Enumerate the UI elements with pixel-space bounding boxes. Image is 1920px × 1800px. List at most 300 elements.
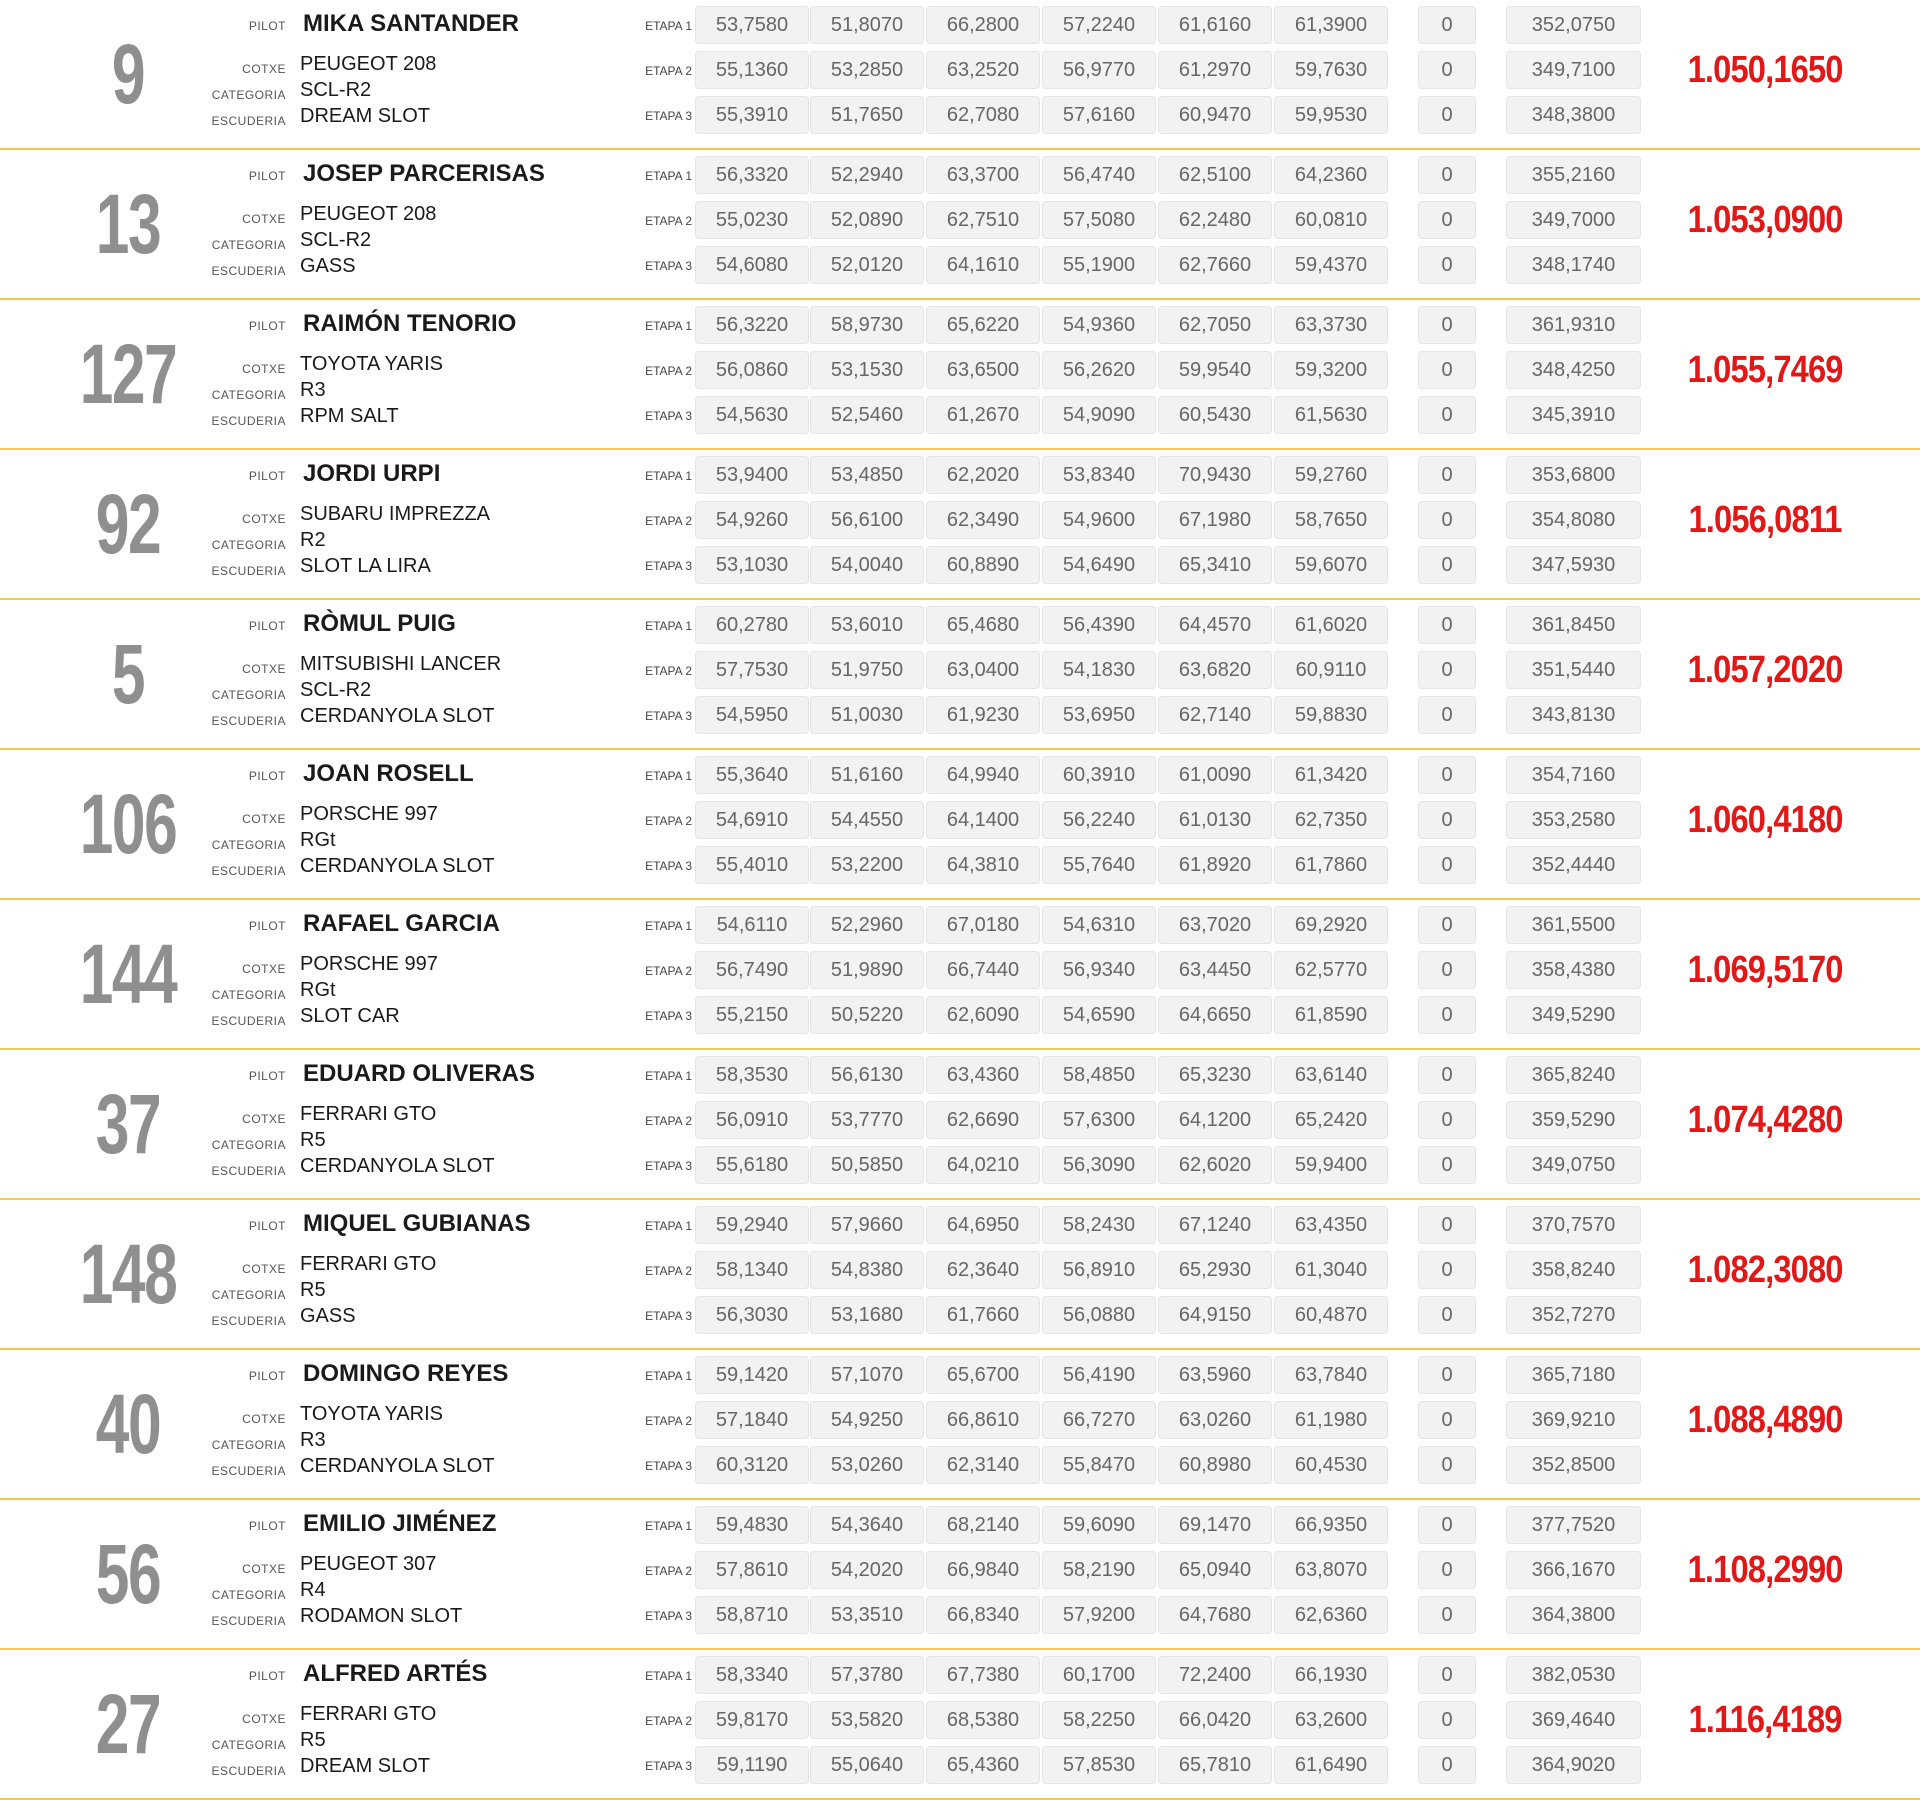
- lap-time-cell: 54,9250: [810, 1401, 924, 1439]
- stage-label: ETAPA 1: [645, 169, 692, 183]
- result-entry: [0, 1650, 1920, 1800]
- lap-time-cell: 53,3510: [810, 1596, 924, 1634]
- lap-time-cell: 60,8890: [926, 546, 1040, 584]
- stage-label: ETAPA 1: [645, 19, 692, 33]
- stage-label: ETAPA 2: [645, 1714, 692, 1728]
- lap-time-cell: 65,7810: [1158, 1746, 1272, 1784]
- stage-label: ETAPA 1: [645, 469, 692, 483]
- lap-time-cell: 65,2420: [1274, 1101, 1388, 1139]
- pilot-label: PILOT: [248, 619, 286, 633]
- penalty-cell: 0: [1418, 1296, 1476, 1334]
- lap-time-cell: 61,5630: [1274, 396, 1388, 434]
- lap-time-cell: 55,6180: [695, 1146, 809, 1184]
- lap-time-cell: 54,6310: [1042, 906, 1156, 944]
- lap-time-cell: 53,5820: [810, 1701, 924, 1739]
- lap-time-cell: 53,6010: [810, 606, 924, 644]
- lap-time-cell: 58,2190: [1042, 1551, 1156, 1589]
- stage-label: ETAPA 3: [645, 1459, 692, 1473]
- escuderia-label: ESCUDERIA: [211, 1464, 286, 1478]
- lap-time-cell: 57,3780: [810, 1656, 924, 1694]
- team-name: SLOT LA LIRA: [300, 555, 431, 577]
- stage-total-cell: 369,9210: [1506, 1401, 1641, 1439]
- lap-time-cell: 68,5380: [926, 1701, 1040, 1739]
- car-category: R4: [300, 1579, 326, 1601]
- lap-time-cell: 57,9660: [810, 1206, 924, 1244]
- stage-total-cell: 369,4640: [1506, 1701, 1641, 1739]
- stage-label: ETAPA 1: [645, 1219, 692, 1233]
- final-total: [1660, 495, 1870, 545]
- lap-time-cell: 63,4450: [1158, 951, 1272, 989]
- lap-time-cell: 65,4360: [926, 1746, 1040, 1784]
- lap-time-cell: 67,7380: [926, 1656, 1040, 1694]
- result-entry: [0, 1500, 1920, 1650]
- pilot-name: DOMINGO REYES: [303, 1360, 509, 1387]
- categoria-label: CATEGORIA: [211, 538, 286, 552]
- stage-label: ETAPA 1: [645, 319, 692, 333]
- lap-time-cell: 54,0040: [810, 546, 924, 584]
- lap-time-cell: 51,9750: [810, 651, 924, 689]
- car-number: 27: [95, 1677, 161, 1771]
- car-model: FERRARI GTO: [300, 1103, 437, 1125]
- car-category: R3: [300, 379, 326, 401]
- lap-time-cell: 54,6110: [695, 906, 809, 944]
- escuderia-label: ESCUDERIA: [211, 264, 286, 278]
- stage-total-cell: 361,8450: [1506, 606, 1641, 644]
- lap-time-cell: 58,3340: [695, 1656, 809, 1694]
- lap-time-cell: 64,6950: [926, 1206, 1040, 1244]
- pilot-name: MIQUEL GUBIANAS: [303, 1210, 531, 1237]
- lap-time-cell: 57,7530: [695, 651, 809, 689]
- stage-total-cell: 352,8500: [1506, 1446, 1641, 1484]
- lap-time-cell: 59,4830: [695, 1506, 809, 1544]
- lap-time-cell: 59,4370: [1274, 246, 1388, 284]
- result-entry: [0, 0, 1920, 150]
- car-number: 5: [111, 627, 145, 721]
- lap-time-cell: 63,3700: [926, 156, 1040, 194]
- lap-time-cell: 59,8830: [1274, 696, 1388, 734]
- lap-time-cell: 53,4850: [810, 456, 924, 494]
- pilot-name: RAFAEL GARCIA: [303, 910, 500, 937]
- pilot-label: PILOT: [248, 169, 286, 183]
- lap-time-cell: 61,2970: [1158, 51, 1272, 89]
- car-number: 37: [95, 1077, 161, 1171]
- car-model: FERRARI GTO: [300, 1703, 437, 1725]
- lap-time-cell: 54,9360: [1042, 306, 1156, 344]
- stage-total-cell: 349,7100: [1506, 51, 1641, 89]
- penalty-cell: 0: [1418, 1206, 1476, 1244]
- team-name: CERDANYOLA SLOT: [300, 855, 495, 877]
- penalty-cell: 0: [1418, 846, 1476, 884]
- pilot-label: PILOT: [248, 19, 286, 33]
- stage-total-cell: 359,5290: [1506, 1101, 1641, 1139]
- lap-time-cell: 54,6590: [1042, 996, 1156, 1034]
- lap-time-cell: 64,3810: [926, 846, 1040, 884]
- lap-time-cell: 56,3220: [695, 306, 809, 344]
- final-total-value: 1.082,3080: [1687, 1249, 1843, 1291]
- categoria-label: CATEGORIA: [211, 1588, 286, 1602]
- pilot-label: PILOT: [248, 1669, 286, 1683]
- stage-total-cell: 365,7180: [1506, 1356, 1641, 1394]
- penalty-cell: 0: [1418, 1401, 1476, 1439]
- car-model: MITSUBISHI LANCER: [300, 653, 502, 675]
- lap-time-cell: 51,6160: [810, 756, 924, 794]
- car-category: R5: [300, 1729, 326, 1751]
- stage-label: ETAPA 2: [645, 1564, 692, 1578]
- pilot-label: PILOT: [248, 1369, 286, 1383]
- lap-time-cell: 54,9600: [1042, 501, 1156, 539]
- lap-time-cell: 58,7650: [1274, 501, 1388, 539]
- lap-time-cell: 64,1200: [1158, 1101, 1272, 1139]
- stage-label: ETAPA 2: [645, 1414, 692, 1428]
- lap-time-cell: 59,1190: [695, 1746, 809, 1784]
- lap-time-cell: 55,2150: [695, 996, 809, 1034]
- stage-total-cell: 347,5930: [1506, 546, 1641, 584]
- lap-time-cell: 53,9400: [695, 456, 809, 494]
- lap-time-cell: 55,4010: [695, 846, 809, 884]
- lap-time-cell: 51,8070: [810, 6, 924, 44]
- lap-time-cell: 60,8980: [1158, 1446, 1272, 1484]
- stage-label: ETAPA 3: [645, 709, 692, 723]
- lap-time-cell: 55,3910: [695, 96, 809, 134]
- pilot-name: RÒMUL PUIG: [303, 610, 456, 637]
- lap-time-cell: 52,0120: [810, 246, 924, 284]
- lap-time-cell: 60,4530: [1274, 1446, 1388, 1484]
- escuderia-label: ESCUDERIA: [211, 1164, 286, 1178]
- team-name: DREAM SLOT: [300, 105, 431, 127]
- lap-time-cell: 53,7580: [695, 6, 809, 44]
- lap-time-cell: 54,6910: [695, 801, 809, 839]
- lap-time-cell: 64,9940: [926, 756, 1040, 794]
- escuderia-label: ESCUDERIA: [211, 1614, 286, 1628]
- categoria-label: CATEGORIA: [211, 1138, 286, 1152]
- lap-time-cell: 55,3640: [695, 756, 809, 794]
- lap-time-cell: 54,9260: [695, 501, 809, 539]
- penalty-cell: 0: [1418, 756, 1476, 794]
- cotxe-label: COTXE: [242, 662, 286, 676]
- lap-time-cell: 58,8710: [695, 1596, 809, 1634]
- cotxe-label: COTXE: [242, 1562, 286, 1576]
- lap-time-cell: 63,6140: [1274, 1056, 1388, 1094]
- pilot-name: EDUARD OLIVERAS: [303, 1060, 536, 1087]
- penalty-cell: 0: [1418, 1101, 1476, 1139]
- penalty-cell: 0: [1418, 501, 1476, 539]
- lap-time-cell: 59,9540: [1158, 351, 1272, 389]
- escuderia-label: ESCUDERIA: [211, 114, 286, 128]
- lap-time-cell: 57,2240: [1042, 6, 1156, 44]
- final-total-value: 1.108,2990: [1687, 1549, 1843, 1591]
- stage-label: ETAPA 1: [645, 1069, 692, 1083]
- lap-time-cell: 64,4570: [1158, 606, 1272, 644]
- penalty-cell: 0: [1418, 801, 1476, 839]
- stage-total-cell: 348,3800: [1506, 96, 1641, 134]
- lap-time-cell: 56,3030: [695, 1296, 809, 1334]
- lap-time-cell: 57,6160: [1042, 96, 1156, 134]
- lap-time-cell: 60,9110: [1274, 651, 1388, 689]
- lap-time-cell: 53,1530: [810, 351, 924, 389]
- lap-time-cell: 65,2930: [1158, 1251, 1272, 1289]
- stage-label: ETAPA 3: [645, 1759, 692, 1773]
- stage-total-cell: 354,8080: [1506, 501, 1641, 539]
- categoria-label: CATEGORIA: [211, 388, 286, 402]
- penalty-cell: 0: [1418, 651, 1476, 689]
- car-model: SUBARU IMPREZZA: [300, 503, 491, 525]
- pilot-name: ALFRED ARTÉS: [303, 1660, 488, 1687]
- car-number: 144: [79, 927, 177, 1021]
- stage-label: ETAPA 1: [645, 619, 692, 633]
- lap-time-cell: 66,0420: [1158, 1701, 1272, 1739]
- car-number: 106: [79, 777, 177, 871]
- penalty-cell: 0: [1418, 606, 1476, 644]
- lap-time-cell: 59,2760: [1274, 456, 1388, 494]
- lap-time-cell: 64,7680: [1158, 1596, 1272, 1634]
- lap-time-cell: 65,0940: [1158, 1551, 1272, 1589]
- categoria-label: CATEGORIA: [211, 1438, 286, 1452]
- lap-time-cell: 60,4870: [1274, 1296, 1388, 1334]
- lap-time-cell: 57,8610: [695, 1551, 809, 1589]
- stage-total-cell: 361,9310: [1506, 306, 1641, 344]
- final-total-value: 1.069,5170: [1687, 949, 1843, 991]
- lap-time-cell: 58,3530: [695, 1056, 809, 1094]
- categoria-label: CATEGORIA: [211, 238, 286, 252]
- lap-time-cell: 70,9430: [1158, 456, 1272, 494]
- lap-time-cell: 52,2960: [810, 906, 924, 944]
- final-total: [1660, 1395, 1870, 1445]
- lap-time-cell: 63,7840: [1274, 1356, 1388, 1394]
- lap-time-cell: 54,1830: [1042, 651, 1156, 689]
- penalty-cell: 0: [1418, 96, 1476, 134]
- final-total: [1660, 1245, 1870, 1295]
- car-model: FERRARI GTO: [300, 1253, 437, 1275]
- stage-label: ETAPA 2: [645, 364, 692, 378]
- lap-time-cell: 53,2850: [810, 51, 924, 89]
- lap-time-cell: 59,2940: [695, 1206, 809, 1244]
- car-number: 148: [79, 1227, 177, 1321]
- lap-time-cell: 63,7020: [1158, 906, 1272, 944]
- lap-time-cell: 62,3140: [926, 1446, 1040, 1484]
- lap-time-cell: 59,8170: [695, 1701, 809, 1739]
- final-total: [1660, 645, 1870, 695]
- lap-time-cell: 60,0810: [1274, 201, 1388, 239]
- lap-time-cell: 63,0400: [926, 651, 1040, 689]
- lap-time-cell: 55,7640: [1042, 846, 1156, 884]
- penalty-cell: 0: [1418, 1446, 1476, 1484]
- stage-label: ETAPA 1: [645, 769, 692, 783]
- penalty-cell: 0: [1418, 1146, 1476, 1184]
- lap-time-cell: 55,1360: [695, 51, 809, 89]
- result-entry: [0, 150, 1920, 300]
- cotxe-label: COTXE: [242, 62, 286, 76]
- lap-time-cell: 64,1400: [926, 801, 1040, 839]
- cotxe-label: COTXE: [242, 212, 286, 226]
- pilot-name: JOAN ROSELL: [303, 760, 474, 787]
- lap-time-cell: 64,2360: [1274, 156, 1388, 194]
- stage-total-cell: 351,5440: [1506, 651, 1641, 689]
- lap-time-cell: 66,9840: [926, 1551, 1040, 1589]
- final-total-value: 1.050,1650: [1687, 49, 1843, 91]
- lap-time-cell: 53,0260: [810, 1446, 924, 1484]
- final-total: [1660, 945, 1870, 995]
- stage-total-cell: 365,8240: [1506, 1056, 1641, 1094]
- lap-time-cell: 63,5960: [1158, 1356, 1272, 1394]
- escuderia-label: ESCUDERIA: [211, 1314, 286, 1328]
- team-name: SLOT CAR: [300, 1005, 400, 1027]
- final-total-value: 1.057,2020: [1687, 649, 1843, 691]
- lap-time-cell: 58,2430: [1042, 1206, 1156, 1244]
- lap-time-cell: 56,7490: [695, 951, 809, 989]
- stage-total-cell: 343,8130: [1506, 696, 1641, 734]
- final-total: [1660, 1695, 1870, 1745]
- cotxe-label: COTXE: [242, 1262, 286, 1276]
- stage-total-cell: 354,7160: [1506, 756, 1641, 794]
- stage-total-cell: 382,0530: [1506, 1656, 1641, 1694]
- penalty-cell: 0: [1418, 1701, 1476, 1739]
- lap-time-cell: 53,2200: [810, 846, 924, 884]
- lap-time-cell: 53,1030: [695, 546, 809, 584]
- pilot-label: PILOT: [248, 1519, 286, 1533]
- car-category: R2: [300, 529, 326, 551]
- lap-time-cell: 61,8590: [1274, 996, 1388, 1034]
- team-name: GASS: [300, 1305, 356, 1327]
- lap-time-cell: 54,4550: [810, 801, 924, 839]
- stage-total-cell: 361,5500: [1506, 906, 1641, 944]
- result-entry: [0, 600, 1920, 750]
- lap-time-cell: 52,2940: [810, 156, 924, 194]
- lap-time-cell: 63,4350: [1274, 1206, 1388, 1244]
- lap-time-cell: 57,9200: [1042, 1596, 1156, 1634]
- stage-label: ETAPA 2: [645, 64, 692, 78]
- escuderia-label: ESCUDERIA: [211, 1764, 286, 1778]
- lap-time-cell: 56,4740: [1042, 156, 1156, 194]
- lap-time-cell: 54,8380: [810, 1251, 924, 1289]
- lap-time-cell: 61,7860: [1274, 846, 1388, 884]
- team-name: DREAM SLOT: [300, 1755, 431, 1777]
- stage-label: ETAPA 1: [645, 919, 692, 933]
- lap-time-cell: 60,3120: [695, 1446, 809, 1484]
- lap-time-cell: 53,6950: [1042, 696, 1156, 734]
- lap-time-cell: 62,7080: [926, 96, 1040, 134]
- lap-time-cell: 62,2480: [1158, 201, 1272, 239]
- lap-time-cell: 63,8070: [1274, 1551, 1388, 1589]
- stage-label: ETAPA 2: [645, 514, 692, 528]
- lap-time-cell: 66,8610: [926, 1401, 1040, 1439]
- penalty-cell: 0: [1418, 696, 1476, 734]
- stage-label: ETAPA 2: [645, 664, 692, 678]
- team-name: CERDANYOLA SLOT: [300, 705, 495, 727]
- lap-time-cell: 51,0030: [810, 696, 924, 734]
- cotxe-label: COTXE: [242, 512, 286, 526]
- lap-time-cell: 62,2020: [926, 456, 1040, 494]
- car-number: 92: [95, 477, 161, 571]
- final-total-value: 1.074,4280: [1687, 1099, 1843, 1141]
- lap-time-cell: 64,6650: [1158, 996, 1272, 1034]
- lap-time-cell: 65,3410: [1158, 546, 1272, 584]
- stage-total-cell: 364,9020: [1506, 1746, 1641, 1784]
- final-total: [1660, 195, 1870, 245]
- lap-time-cell: 56,4390: [1042, 606, 1156, 644]
- stage-label: ETAPA 2: [645, 214, 692, 228]
- penalty-cell: 0: [1418, 1356, 1476, 1394]
- stage-total-cell: 353,6800: [1506, 456, 1641, 494]
- pilot-label: PILOT: [248, 769, 286, 783]
- stage-total-cell: 353,2580: [1506, 801, 1641, 839]
- lap-time-cell: 52,5460: [810, 396, 924, 434]
- lap-time-cell: 54,3640: [810, 1506, 924, 1544]
- team-name: CERDANYOLA SLOT: [300, 1155, 495, 1177]
- final-total-value: 1.053,0900: [1687, 199, 1843, 241]
- final-total: [1660, 45, 1870, 95]
- lap-time-cell: 62,5100: [1158, 156, 1272, 194]
- lap-time-cell: 63,6820: [1158, 651, 1272, 689]
- pilot-name: RAIMÓN TENORIO: [303, 310, 517, 337]
- final-total-value: 1.060,4180: [1687, 799, 1843, 841]
- lap-time-cell: 58,9730: [810, 306, 924, 344]
- stage-total-cell: 358,8240: [1506, 1251, 1641, 1289]
- car-category: RGt: [300, 979, 336, 1001]
- lap-time-cell: 67,1240: [1158, 1206, 1272, 1244]
- lap-time-cell: 64,0210: [926, 1146, 1040, 1184]
- lap-time-cell: 62,7050: [1158, 306, 1272, 344]
- stage-label: ETAPA 3: [645, 1159, 692, 1173]
- lap-time-cell: 59,9530: [1274, 96, 1388, 134]
- penalty-cell: 0: [1418, 996, 1476, 1034]
- categoria-label: CATEGORIA: [211, 88, 286, 102]
- stage-label: ETAPA 3: [645, 409, 692, 423]
- penalty-cell: 0: [1418, 51, 1476, 89]
- lap-time-cell: 66,9350: [1274, 1506, 1388, 1544]
- penalty-cell: 0: [1418, 1746, 1476, 1784]
- lap-time-cell: 57,6300: [1042, 1101, 1156, 1139]
- lap-time-cell: 72,2400: [1158, 1656, 1272, 1694]
- lap-time-cell: 62,7350: [1274, 801, 1388, 839]
- lap-time-cell: 56,0860: [695, 351, 809, 389]
- lap-time-cell: 63,2520: [926, 51, 1040, 89]
- car-category: SCL-R2: [300, 229, 372, 251]
- escuderia-label: ESCUDERIA: [211, 414, 286, 428]
- pilot-name: JORDI URPI: [303, 460, 441, 487]
- stage-label: ETAPA 3: [645, 1309, 692, 1323]
- lap-time-cell: 53,7770: [810, 1101, 924, 1139]
- lap-time-cell: 65,6220: [926, 306, 1040, 344]
- stage-total-cell: 352,7270: [1506, 1296, 1641, 1334]
- lap-time-cell: 62,3640: [926, 1251, 1040, 1289]
- lap-time-cell: 61,6160: [1158, 6, 1272, 44]
- lap-time-cell: 61,3420: [1274, 756, 1388, 794]
- lap-time-cell: 61,6020: [1274, 606, 1388, 644]
- penalty-cell: 0: [1418, 951, 1476, 989]
- lap-time-cell: 62,6690: [926, 1101, 1040, 1139]
- stage-label: ETAPA 2: [645, 814, 692, 828]
- lap-time-cell: 59,1420: [695, 1356, 809, 1394]
- final-total-value: 1.055,7469: [1687, 349, 1843, 391]
- lap-time-cell: 60,5430: [1158, 396, 1272, 434]
- lap-time-cell: 61,6490: [1274, 1746, 1388, 1784]
- lap-time-cell: 56,3320: [695, 156, 809, 194]
- lap-time-cell: 63,6500: [926, 351, 1040, 389]
- car-model: PORSCHE 997: [300, 803, 438, 825]
- escuderia-label: ESCUDERIA: [211, 714, 286, 728]
- stage-total-cell: 349,0750: [1506, 1146, 1641, 1184]
- pilot-label: PILOT: [248, 1219, 286, 1233]
- car-number: 9: [111, 27, 145, 121]
- stage-total-cell: 352,4440: [1506, 846, 1641, 884]
- lap-time-cell: 51,9890: [810, 951, 924, 989]
- lap-time-cell: 62,7660: [1158, 246, 1272, 284]
- lap-time-cell: 56,2240: [1042, 801, 1156, 839]
- stage-total-cell: 348,4250: [1506, 351, 1641, 389]
- lap-time-cell: 54,9090: [1042, 396, 1156, 434]
- lap-time-cell: 56,6130: [810, 1056, 924, 1094]
- lap-time-cell: 54,6080: [695, 246, 809, 284]
